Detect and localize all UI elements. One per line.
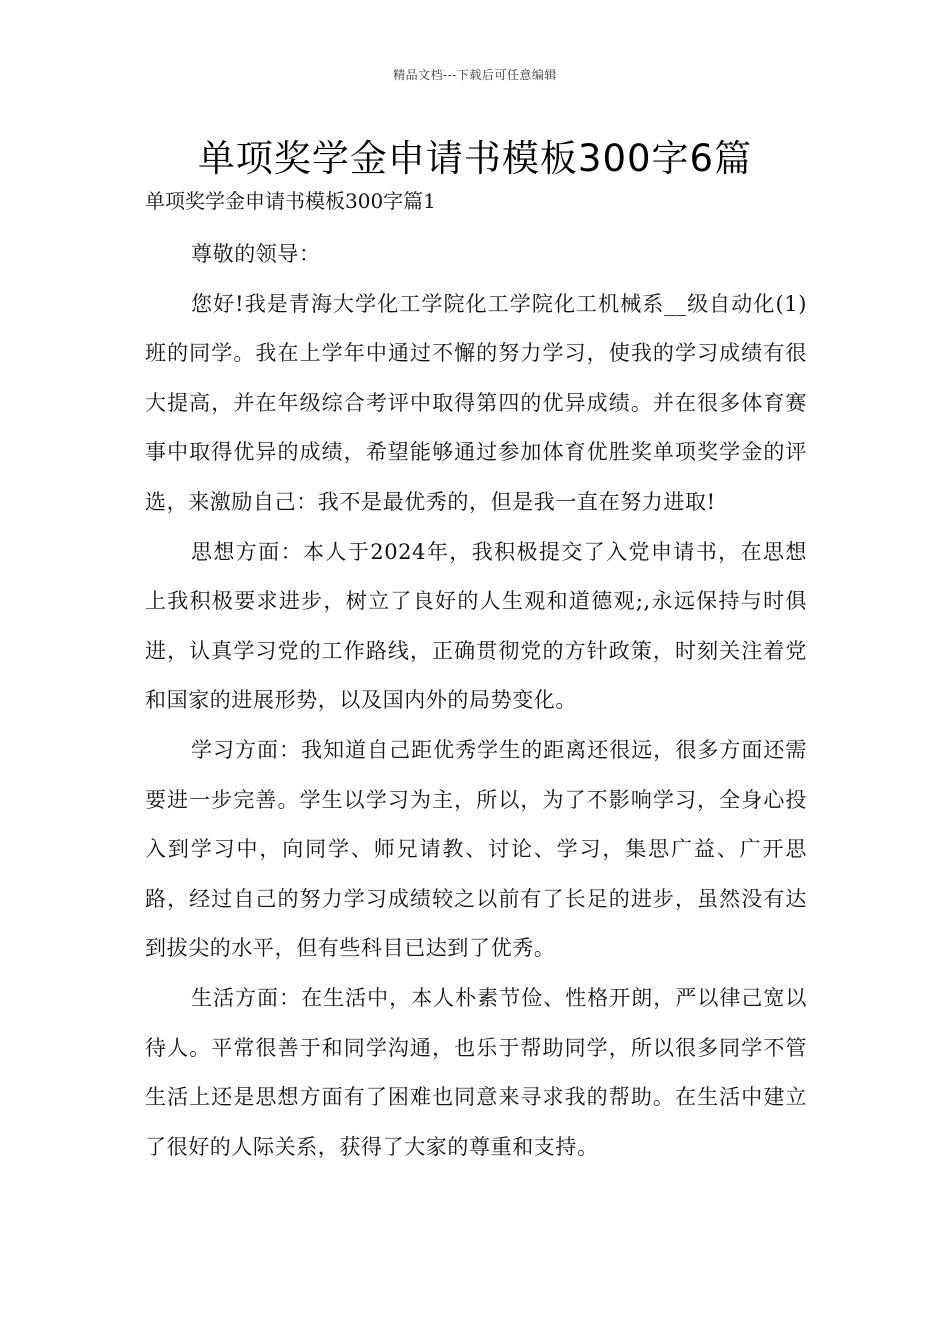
paragraph-life: 生活方面：在生活中，本人朴素节俭、性格开朗，严以律己宽以待人。平常很善于和同学沟通，也乐于帮助同学，所以很多同学不管生活上还是思想方面有了困难也同意来寻求我的帮助。在生活中建立了很好的人际关系，获得了大家的尊重和支持。 [145, 985, 807, 1159]
paragraph-thought: 思想方面：本人于2024年，我积极提交了入党申请书，在思想上我积极要求进步，树立了良好的人生观和道德观;,永远保持与时俱进，认真学习党的工作路线，正确贯彻党的方针政策，时刻关注着党和国家的进展形势，以及国内外的局势变化。 [145, 539, 807, 713]
paragraph-study: 学习方面：我知道自己距优秀学生的距离还很远，很多方面还需要进一步完善。学生以学习为主，所以，为了不影响学习，全身心投入到学习中，向同学、师兄请教、讨论、学习，集思广益、广开思路，经过自己的努力学习成绩较之以前有了长足的进步，虽然没有达到拔尖的水平，但有些科目已达到了优秀。 [145, 737, 807, 961]
document-body [145, 182, 807, 1172]
header-note: 精品文档---下载后可任意编辑 [393, 68, 557, 82]
document-title: 单项奖学金申请书模板300字6篇 [197, 137, 753, 180]
section-subtitle: 单项奖学金申请书模板300字篇1 [145, 189, 436, 213]
salutation: 尊敬的领导： [191, 242, 321, 266]
paragraph-intro: 您好!我是青海大学化工学院化工学院化工机械系__级自动化(1)班的同学。我在上学年中通过不懈的努力学习，使我的学习成绩有很大提高，并在年级综合考评中取得第四的优异成绩。并在很多体育赛事中取得优异的成绩，希望能够通过参加体育优胜奖单项奖学金的评选，来激励自己：我不是最优秀的，但是我一直在努力进取! [145, 291, 807, 514]
